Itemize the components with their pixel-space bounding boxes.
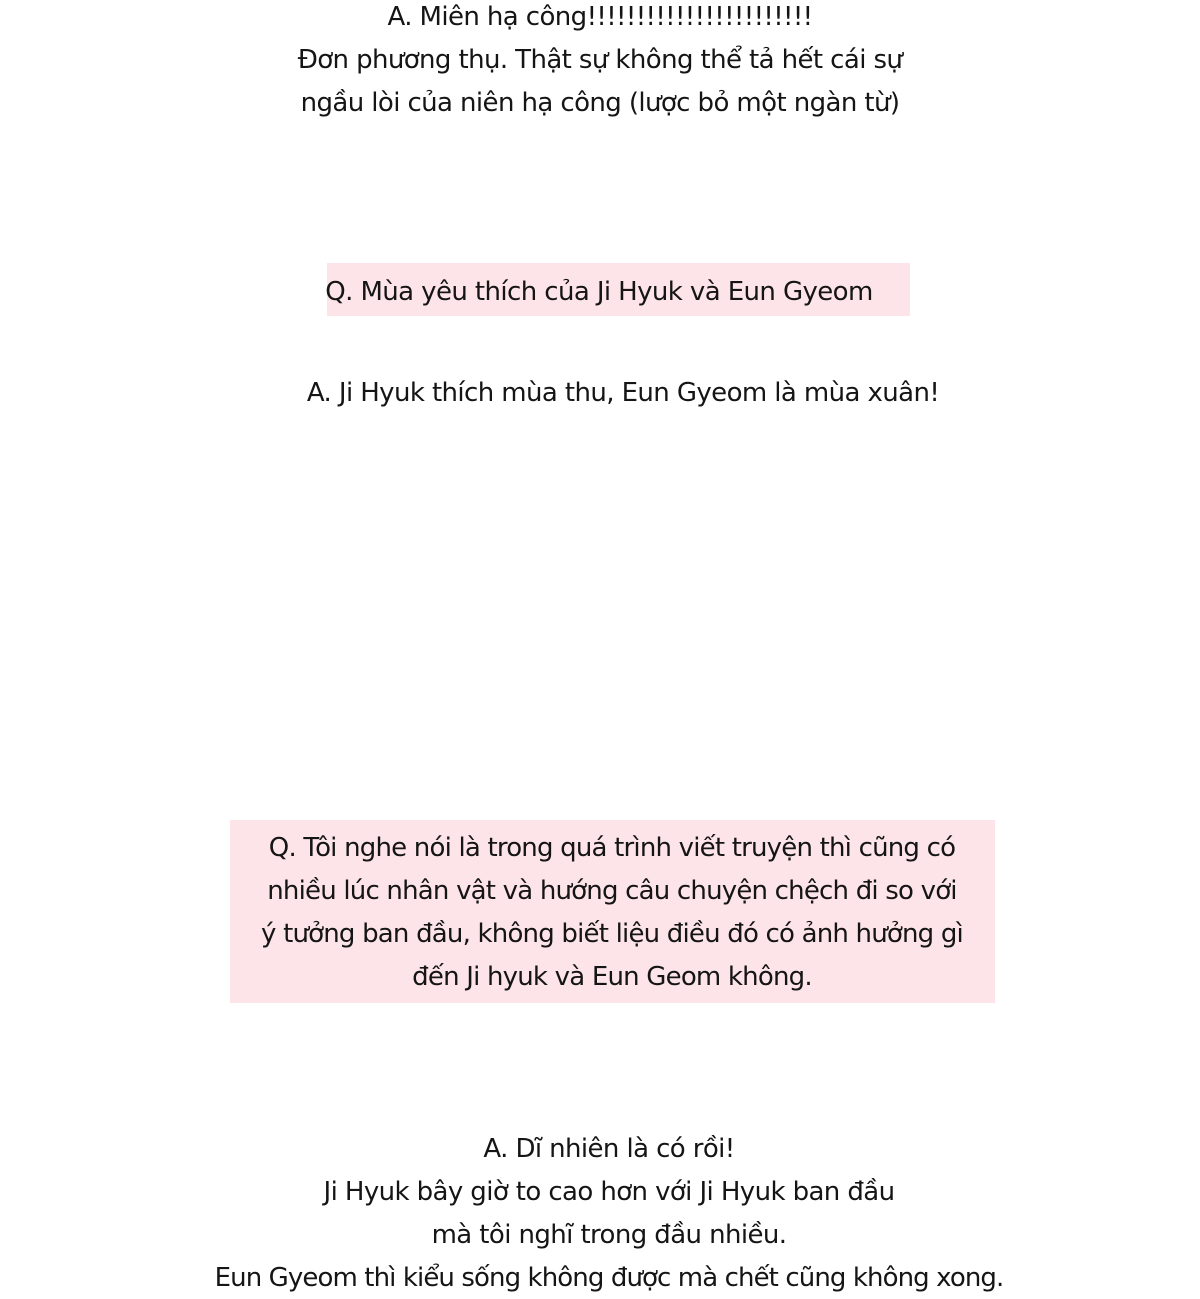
answer-3-line-3: mà tôi nghĩ trong đầu nhiều. [431,1220,787,1250]
answer-1-line-2: Đơn phương thụ. Thật sự không thể tả hết cái sự [297,45,903,75]
answer-3-line-1: A. Dĩ nhiên là có rồi! [483,1134,735,1164]
question-3-line-4: đến Ji hyuk và Eun Geom không. [412,962,812,992]
question-3-line-3: ý tưởng ban đầu, không biết liệu điều đó có ảnh hưởng gì [261,919,963,949]
question-3-line-2: nhiều lúc nhân vật và hướng câu chuyện chệch đi so với [267,876,957,906]
answer-3-line-4: Eun Gyeom thì kiểu sống không được mà chết cũng không xong. [214,1263,1004,1293]
question-2-line-1: Q. Mùa yêu thích của Ji Hyuk và Eun Gyeom [325,277,873,307]
question-3-line-1: Q. Tôi nghe nói là trong quá trình viết truyện thì cũng có [268,833,956,863]
answer-3-line-2: Ji Hyuk bây giờ to cao hơn với Ji Hyuk ban đầu [323,1177,895,1207]
answer-1-line-1: A. Miên hạ công!!!!!!!!!!!!!!!!!!!!!!! [387,2,813,32]
answer-2-line-1: A. Ji Hyuk thích mùa thu, Eun Gyeom là mùa xuân! [306,378,940,408]
answer-1-line-3: ngầu lòi của niên hạ công (lược bỏ một ngàn từ) [300,88,900,118]
